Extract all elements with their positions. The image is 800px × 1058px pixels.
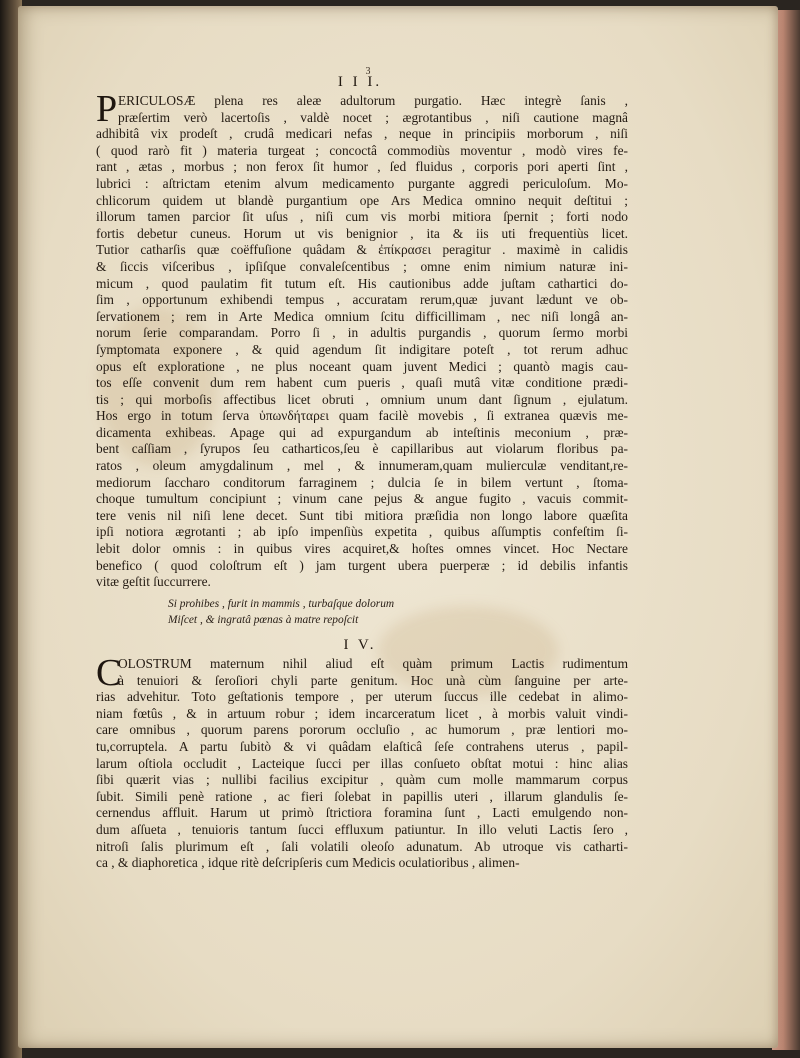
text-line: tos eſſe convenit dum rem habent cum pueris , quaſi mutâ vitæ conditione prædi- xyxy=(96,375,628,391)
text-line: ſymptomata exponere , & quid agendum ſit indigitare poteſt , tot rerum adhuc xyxy=(96,341,628,357)
verse-quote xyxy=(168,596,468,628)
text-line: rias advehitur. Toto geſtationis tempore , per uterum ſuccus ille cedebat in alimo- xyxy=(96,689,628,705)
section-heading-3: I I I. xyxy=(337,74,383,90)
text-line: vitæ geſtit ſuccurrere. xyxy=(96,574,211,590)
section-heading-4: I V. xyxy=(343,637,377,653)
text-line: dicamenta exhibeas. Apage qui ad expurgandum ab inteſtinis meconium , præ- xyxy=(96,424,628,440)
text-line: tere venis nil niſi lene decet. Sunt tibi mitiora præſidia non longo labore quæſita xyxy=(96,507,628,523)
page-number: 3 xyxy=(365,66,371,77)
text-line: benefico ( quod coloſtrum eſt ) jam turgent ubera puerperæ ; id debilis infantis xyxy=(96,557,628,573)
text-line: OLOSTRUM maternum nihil aliud eſt quàm primum Lactis rudimentum xyxy=(118,656,628,671)
text-line: Hos ergo in totum ſerva ὑπωνδήταρει quam facilè movebis , ſi extranea quævis me- xyxy=(96,408,628,424)
text-line: à tenuiori & ſeroſiori chyli parte genitum. Hoc unà cùm ſanguine per arte- xyxy=(118,672,628,688)
text-line: ſervationem ; rem in Arte Medica omnium ſcitu difficillimam , nec niſi longâ an- xyxy=(96,308,628,324)
text-line: nitroſi ſalis plurimum eſt , ſali volatili oleoſo adunatum. Ab utroque vis catharti- xyxy=(96,838,628,854)
verse-line: Si prohibes , furit in mammis , turbaſque dolorum xyxy=(168,598,395,610)
text-line: dum aſſueta , tenuioris tantum ſucci effluxum patiuntur. In illo veluti Lactis ſero , xyxy=(96,821,628,837)
text-line: ratos , oleum amygdalinum , mel , & innumeram,quam mulierculæ venditant,re- xyxy=(96,458,628,474)
text-line: niam fœtûs , & in artuum robur ; idem incarceratum licet , à morbis valuit vindi- xyxy=(96,705,628,721)
text-line: lubrici : aſtrictam etenim alvum medicamento purgante aggredi periculoſum. Mo- xyxy=(96,175,628,191)
text-line: Tutior catharſis quæ coëffuſione quâdam & ἐπίκρασει peragitur . maximè in calidis xyxy=(96,242,628,258)
section-4-text xyxy=(96,652,628,872)
section-3-text xyxy=(96,88,628,591)
text-line: bent caſſiam , ſyrupos ſeu catharticos,ſeu è capillaribus aut violarum floribus pa- xyxy=(96,441,628,457)
text-line: micum , quod paulatim fit tutum eſt. His cautionibus adde juſtam cathartici do- xyxy=(96,275,628,291)
text-line: rant , ætas , morbus ; non ferox ſit humor , ſed fluidus , corporis pori aperti ſint , xyxy=(96,159,628,175)
text-line: & ſiccis viſceribus , ipſiſque convaleſcentibus ; omne enim nimium naturæ ini- xyxy=(96,258,628,274)
text-line: ſubit. Simili penè ratione , ac fieri ſolebat in papillis uteri , illarum glandulis ſe- xyxy=(96,788,628,804)
text-line: illorum tamen parcior ſit uſus , niſi cum vis morbi mitiora ſpernit ; forti nodo xyxy=(96,209,628,225)
drop-cap: C xyxy=(96,652,122,694)
text-line: opus eſt exploratione , ne plus noceant quam juvent Medici ; quantò magis cau- xyxy=(96,358,628,374)
text-line: tu,corruptela. A partu ſubitò & vi quâdam elaſticâ ſeſe contrahens uterus , papil- xyxy=(96,738,628,754)
text-line: choque tumultum concipiunt ; vinum cane pejus & angue fugito , vacuis commit- xyxy=(96,491,628,507)
text-line: præſertim verò lacertoſis , valdè nocet ; ægrotantibus , niſi cautione magnâ xyxy=(118,109,628,125)
text-line: ERICULOSÆ plena res aleæ adultorum purgatio. Hæc integrè ſanis , xyxy=(118,93,628,108)
verse-line: Miſcet , & ingratâ pœnas à matre repoſcit xyxy=(168,614,359,626)
text-line: tis ; qui morboſis affectibus licet obruti , omnium unum dant ſignum , ejulatum. xyxy=(96,391,628,407)
text-line: larum oſtiola occludit , Lacteique ſucci per illas conſueto obſtat motui : hinc alias xyxy=(96,755,628,771)
text-line: lebit dolor omnis : in quibus vires acquiret,& hoſtes omnes vincet. Hoc Nectare xyxy=(96,541,628,557)
text-line: ſibi quærit vias ; nullibi facilius excipitur , quàm cum molle mammarum corpus xyxy=(96,772,628,788)
text-line: ſim , opportunum exhibendi tempus , accuratam rerum,quæ juvant lædunt ve ob- xyxy=(96,292,628,308)
text-line: norum ſerie comparandam. Porro ſi , in adultis purgandis , quorum ſermo morbi xyxy=(96,325,628,341)
text-line: ( quod rarò fit ) materia turgeat ; concoctâ commodiùs moventur , modò vires fe- xyxy=(96,142,628,158)
text-line: care omnibus , quorum parens pororum occluſio , ac humorum , præ lentiori mo- xyxy=(96,722,628,738)
text-line: fortis debetur cuneus. Horum ut vis benignior , ita & iis uti frequentiùs licet. xyxy=(96,225,628,241)
text-line: cernendus affluit. Harum ut primò ſtrictiora foramina ſunt , Lacti emulgendo non- xyxy=(96,805,628,821)
text-line: mediorum ſaccharo conditorum farraginem ; dulcia ſe in bilem vertunt , ſtoma- xyxy=(96,474,628,490)
text-line: chlicorum quidem ut blandè purgantium ope Ars Medica omnino nequit deſtitui ; xyxy=(96,192,628,208)
text-line: ipſi notiora ægrotanti ; ab ipſo impenſiùs expetita , quibus aſſumptis confeſtim ſi- xyxy=(96,524,628,540)
text-line: adhibitâ vix prodeſt , crudâ medicari nefas , neque in principiis morborum , niſi xyxy=(96,126,628,142)
drop-cap: P xyxy=(96,88,118,130)
text-line: ca , & diaphoretica , idque ritè deſcripſeris cum Medicis oculatioribus , alimen- xyxy=(96,855,520,871)
